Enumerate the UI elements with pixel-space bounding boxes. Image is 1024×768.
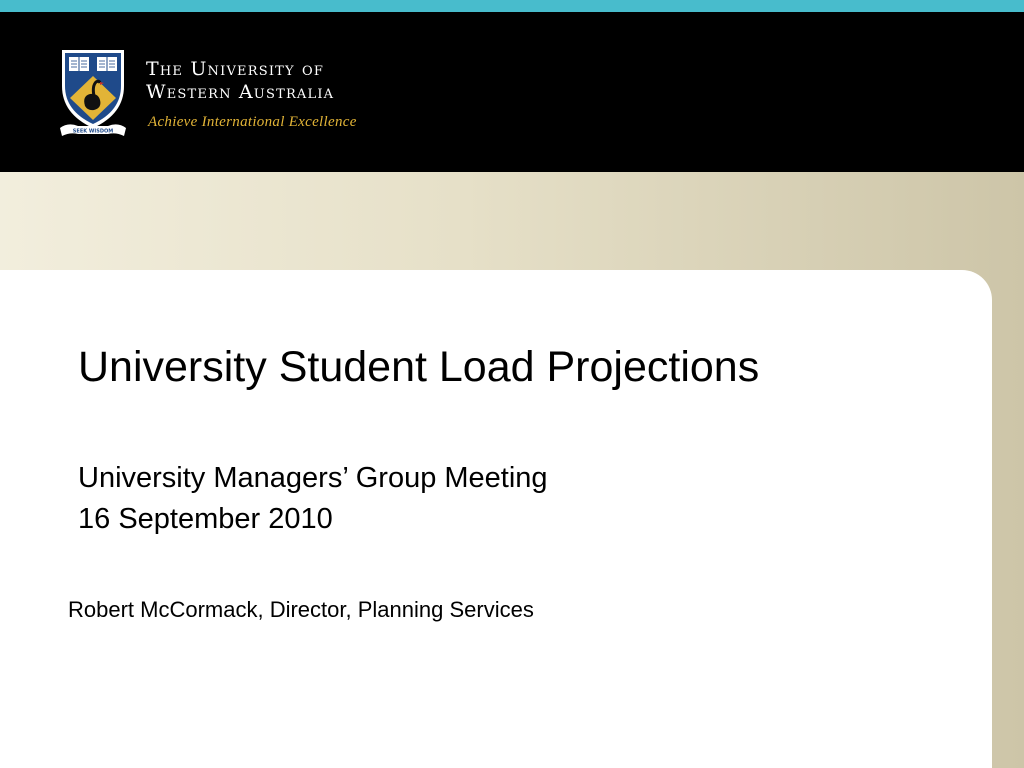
svg-text:SEEK WISDOM: SEEK WISDOM [72,128,114,135]
university-name-line2: Western Australia [146,81,335,103]
university-tagline: Achieve International Excellence [148,114,357,130]
university-crest-icon [58,36,128,138]
slide-title: University Student Load Projections [78,343,760,391]
presenter-info: Robert McCormack, Director, Planning Services [68,597,534,622]
university-name [146,58,334,104]
meeting-date: 16 September 2010 [78,503,333,535]
university-name-line1: The University of [146,58,325,80]
top-accent-stripe [0,0,1024,12]
meeting-name: University Managers’ Group Meeting [78,462,548,494]
